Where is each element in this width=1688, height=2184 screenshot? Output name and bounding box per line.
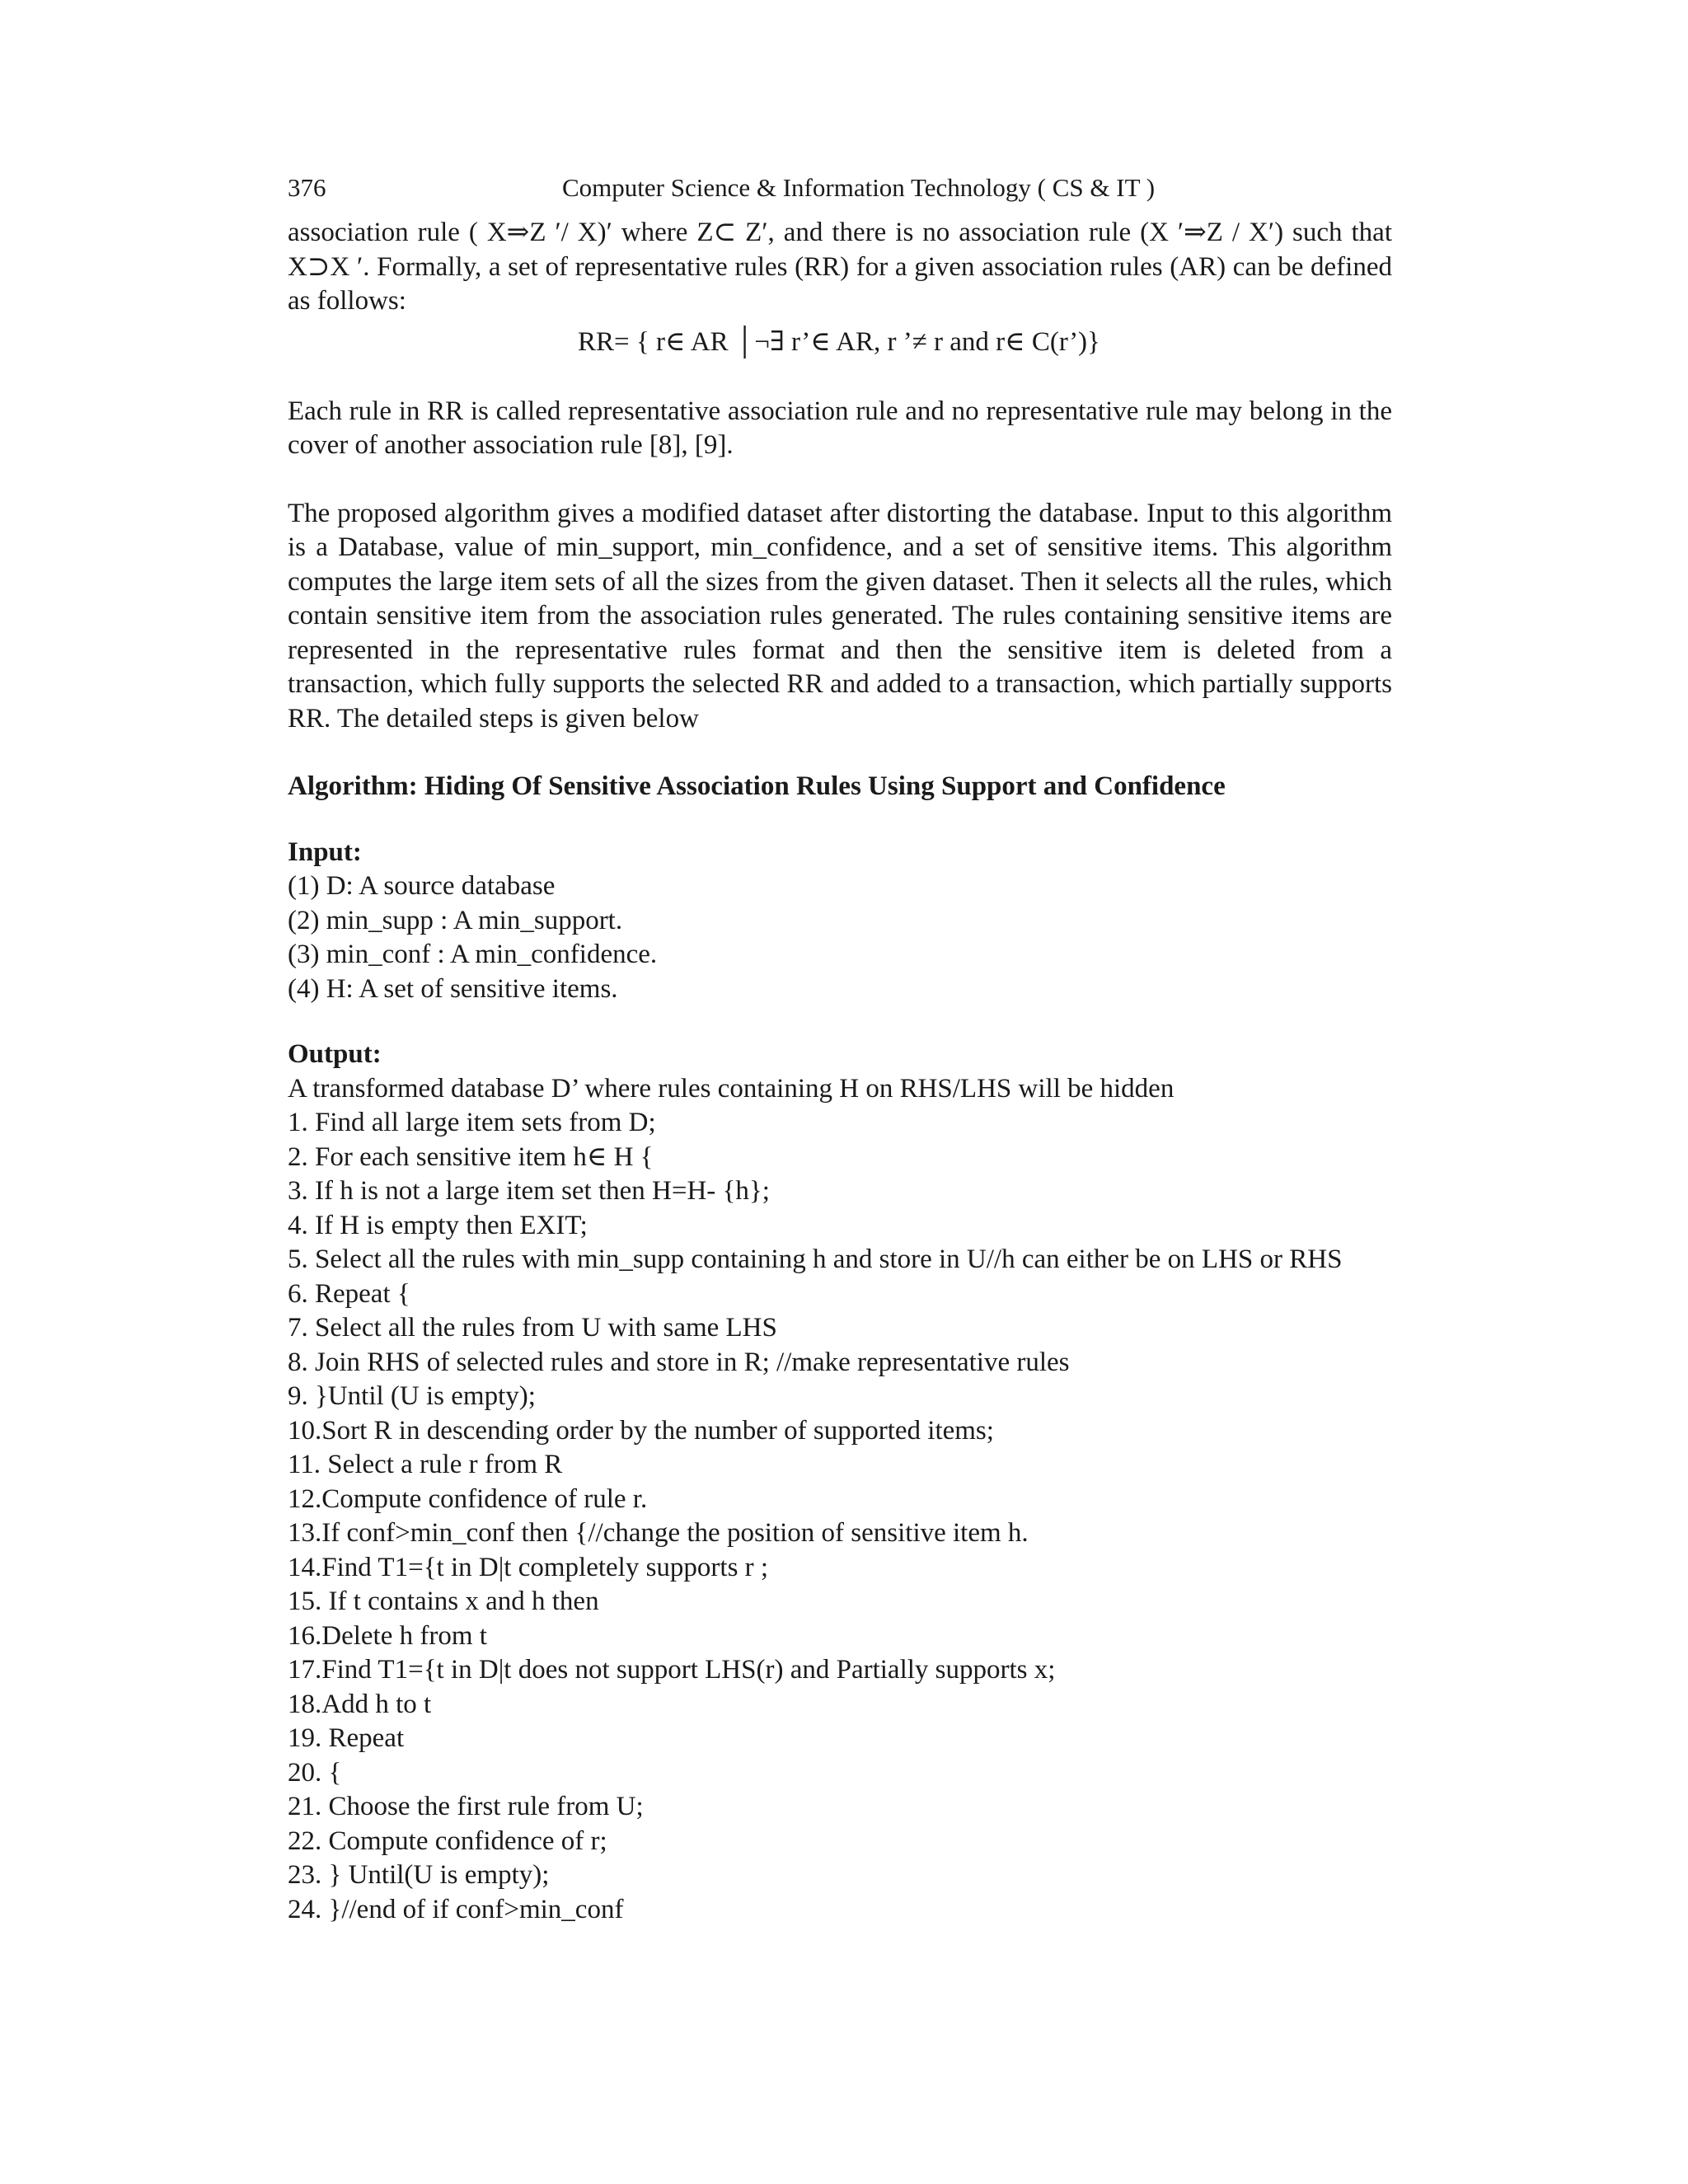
algorithm-step: 20. { xyxy=(288,1757,342,1788)
input-list xyxy=(288,869,1392,1006)
algorithm-step: 15. If t contains x and h then xyxy=(288,1586,599,1616)
algorithm-step: 12.Compute confidence of rule r. xyxy=(288,1483,648,1514)
intro-paragraph: association rule ( X⇒Z ′/ X)′ where Z⊂ Z′, and there is no association rule (X ′⇒Z / X′) such that X⊃X ′. Formally, a set of representative rules (RR) for a given association rules (AR) can be defined as follows: xyxy=(288,218,1392,316)
algorithm-step: 17.Find T1={t in D|t does not support LHS(r) and Partially supports x; xyxy=(288,1655,1056,1685)
input-heading: Input: xyxy=(288,837,362,867)
algorithm-step: 13.If conf>min_conf then {//change the position of sensitive item h. xyxy=(288,1518,1029,1548)
algorithm-step: 16.Delete h from t xyxy=(288,1620,487,1651)
algorithm-step: 1. Find all large item sets from D; xyxy=(288,1108,656,1137)
algorithm-step: 8. Join RHS of selected rules and store in R; //make representative rules xyxy=(288,1347,1070,1377)
algorithm-title: Algorithm: Hiding Of Sensitive Association Rules Using Support and Confidence xyxy=(288,771,1226,801)
input-item: (3) min_conf : A min_confidence. xyxy=(288,940,658,969)
algorithm-step: 23. } Until(U is empty); xyxy=(288,1860,550,1890)
page-header xyxy=(288,170,1392,206)
algorithm-step: 18.Add h to t xyxy=(288,1689,432,1719)
output-description: A transformed database D’ where rules containing H on RHS/LHS will be hidden xyxy=(288,1073,1175,1104)
algorithm-step: 7. Select all the rules from U with same LHS xyxy=(288,1313,777,1343)
algorithm-step: 14.Find T1={t in D|t completely supports r ; xyxy=(288,1552,769,1582)
algorithm-step: 19. Repeat xyxy=(288,1723,405,1753)
algorithm-step: 5. Select all the rules with min_supp containing h and store in U//h can either be on LHS or RHS xyxy=(288,1244,1343,1274)
page-body xyxy=(288,216,1392,1927)
paragraph-proposed-algorithm: The proposed algorithm gives a modified dataset after distorting the database. Input to this algorithm is a Database, value of min_support, min_confidence, and a set of sensitive items. This algorithm computes the large item sets of all the sizes from the given dataset. Then it selects all the rules, which contain sensitive item from the association rules generated. The rules containing sensitive items are represented in the representative rules format and then the sensitive item is deleted from a transaction, which fully supports the selected RR and added to a transaction, which partially supports RR. The detailed steps is given below xyxy=(288,498,1392,733)
algorithm-step: 22. Compute confidence of r; xyxy=(288,1825,607,1856)
algorithm-step: 4. If H is empty then EXIT; xyxy=(288,1210,588,1240)
algorithm-step: 11. Select a rule r from R xyxy=(288,1450,563,1479)
algorithm-step: 9. }Until (U is empty); xyxy=(288,1381,536,1411)
algorithm-step: 2. For each sensitive item h∈ H { xyxy=(288,1141,654,1172)
input-item: (4) H: A set of sensitive items. xyxy=(288,973,618,1004)
algorithm-step: 6. Repeat { xyxy=(288,1278,410,1309)
paragraph-representative-rules: Each rule in RR is called representative association rule and no representative rule may belong in the cover of another association rule [8], [9]. xyxy=(288,396,1392,460)
page-number: 376 xyxy=(288,173,326,202)
algorithm-step: 21. Choose the first rule from U; xyxy=(288,1792,644,1821)
rr-formula: RR= { r∈ AR │¬∃ r’∈ AR, r ’≠ r and r∈ C(r’)} xyxy=(578,326,1100,357)
input-item: (2) min_supp : A min_support. xyxy=(288,905,623,935)
running-title: Computer Science & Information Technology ( CS & IT ) xyxy=(562,173,1156,202)
algorithm-steps xyxy=(288,1106,1392,1927)
algorithm-step: 10.Sort R in descending order by the number of supported items; xyxy=(288,1415,994,1446)
output-heading: Output: xyxy=(288,1039,382,1069)
algorithm-step: 3. If h is not a large item set then H=H- {h}; xyxy=(288,1176,770,1206)
input-item: (1) D: A source database xyxy=(288,871,556,901)
algorithm-step: 24. }//end of if conf>min_conf xyxy=(288,1894,624,1924)
